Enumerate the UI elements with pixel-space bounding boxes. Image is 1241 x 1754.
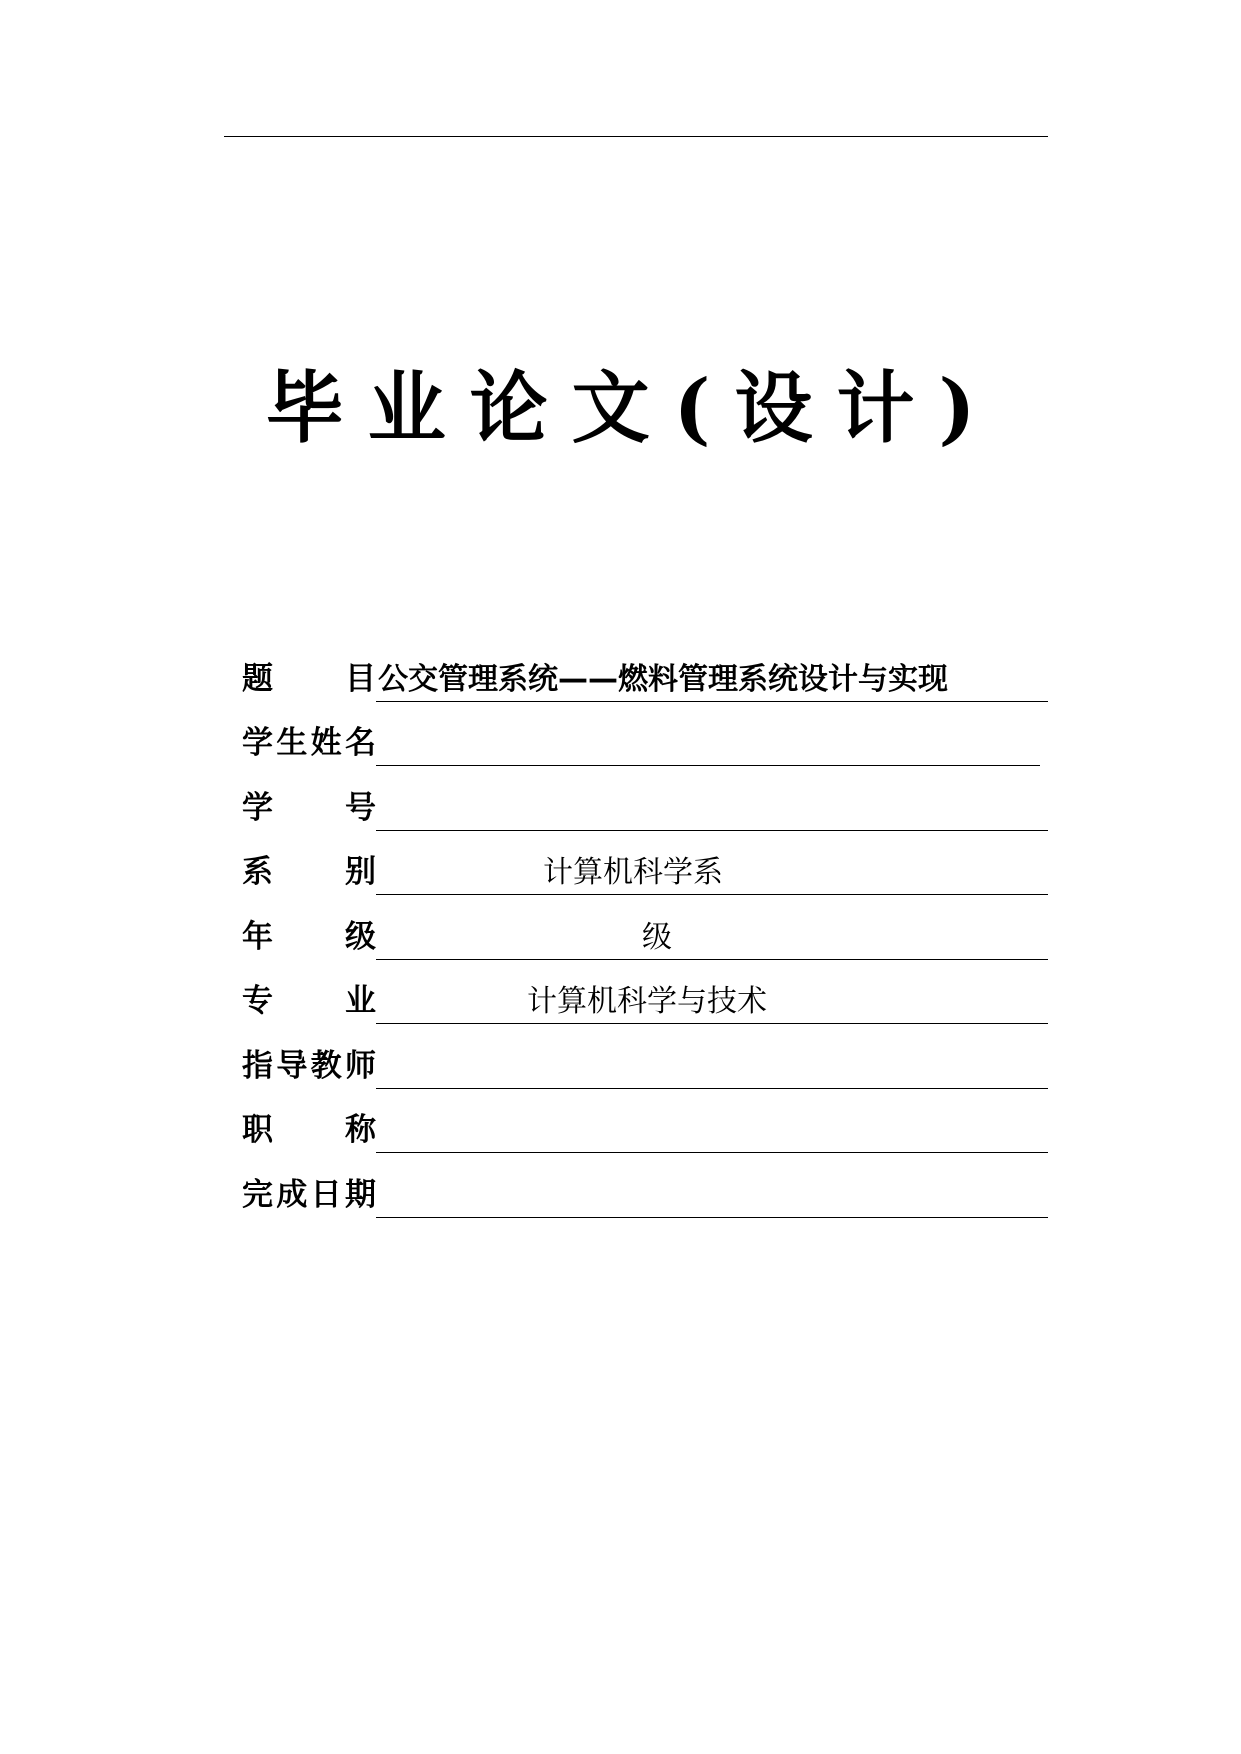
document-title: 毕业论文(设计) [265,363,1000,454]
field-row-student-name [242,705,1048,770]
field-row-major [242,963,1048,1028]
major-value: 计算机科学与技术 [527,984,767,1019]
field-value-topic: 公交管理系统——燃料管理系统设计与实现 [376,659,1048,702]
field-label-student-id: 学 号 [242,789,376,826]
field-value-department [376,852,1048,895]
field-row-advisor [242,1027,1048,1092]
field-value-grade [376,917,1048,960]
field-label-advisor: 指 导 教 师 [242,1047,376,1084]
cover-info-form [242,640,1048,1221]
field-label-title-rank: 职 称 [242,1112,376,1148]
field-row-completion-date [242,1156,1048,1221]
field-row-topic [242,640,1048,705]
field-value-student-name [376,723,1040,766]
field-label-major: 专 业 [242,983,376,1019]
field-row-title-rank [242,1092,1048,1157]
field-value-major [376,981,1048,1024]
field-value-student-id [376,788,1048,831]
field-label-student-name: 学 生 姓 名 [242,725,376,761]
field-label-topic: 题 目 [242,660,376,697]
field-label-department: 系 别 [242,854,376,890]
field-label-completion-date: 完 成 日 期 [242,1176,376,1213]
header-rule [224,136,1048,137]
field-value-completion-date [376,1175,1048,1218]
field-row-grade [242,898,1048,963]
field-row-student-id [242,769,1048,834]
field-row-department [242,834,1048,899]
department-value: 计算机科学系 [543,855,723,890]
field-value-advisor [376,1046,1048,1089]
grade-value: 级 [642,919,672,955]
field-value-title-rank [376,1110,1048,1153]
field-label-grade: 年 级 [242,918,376,955]
